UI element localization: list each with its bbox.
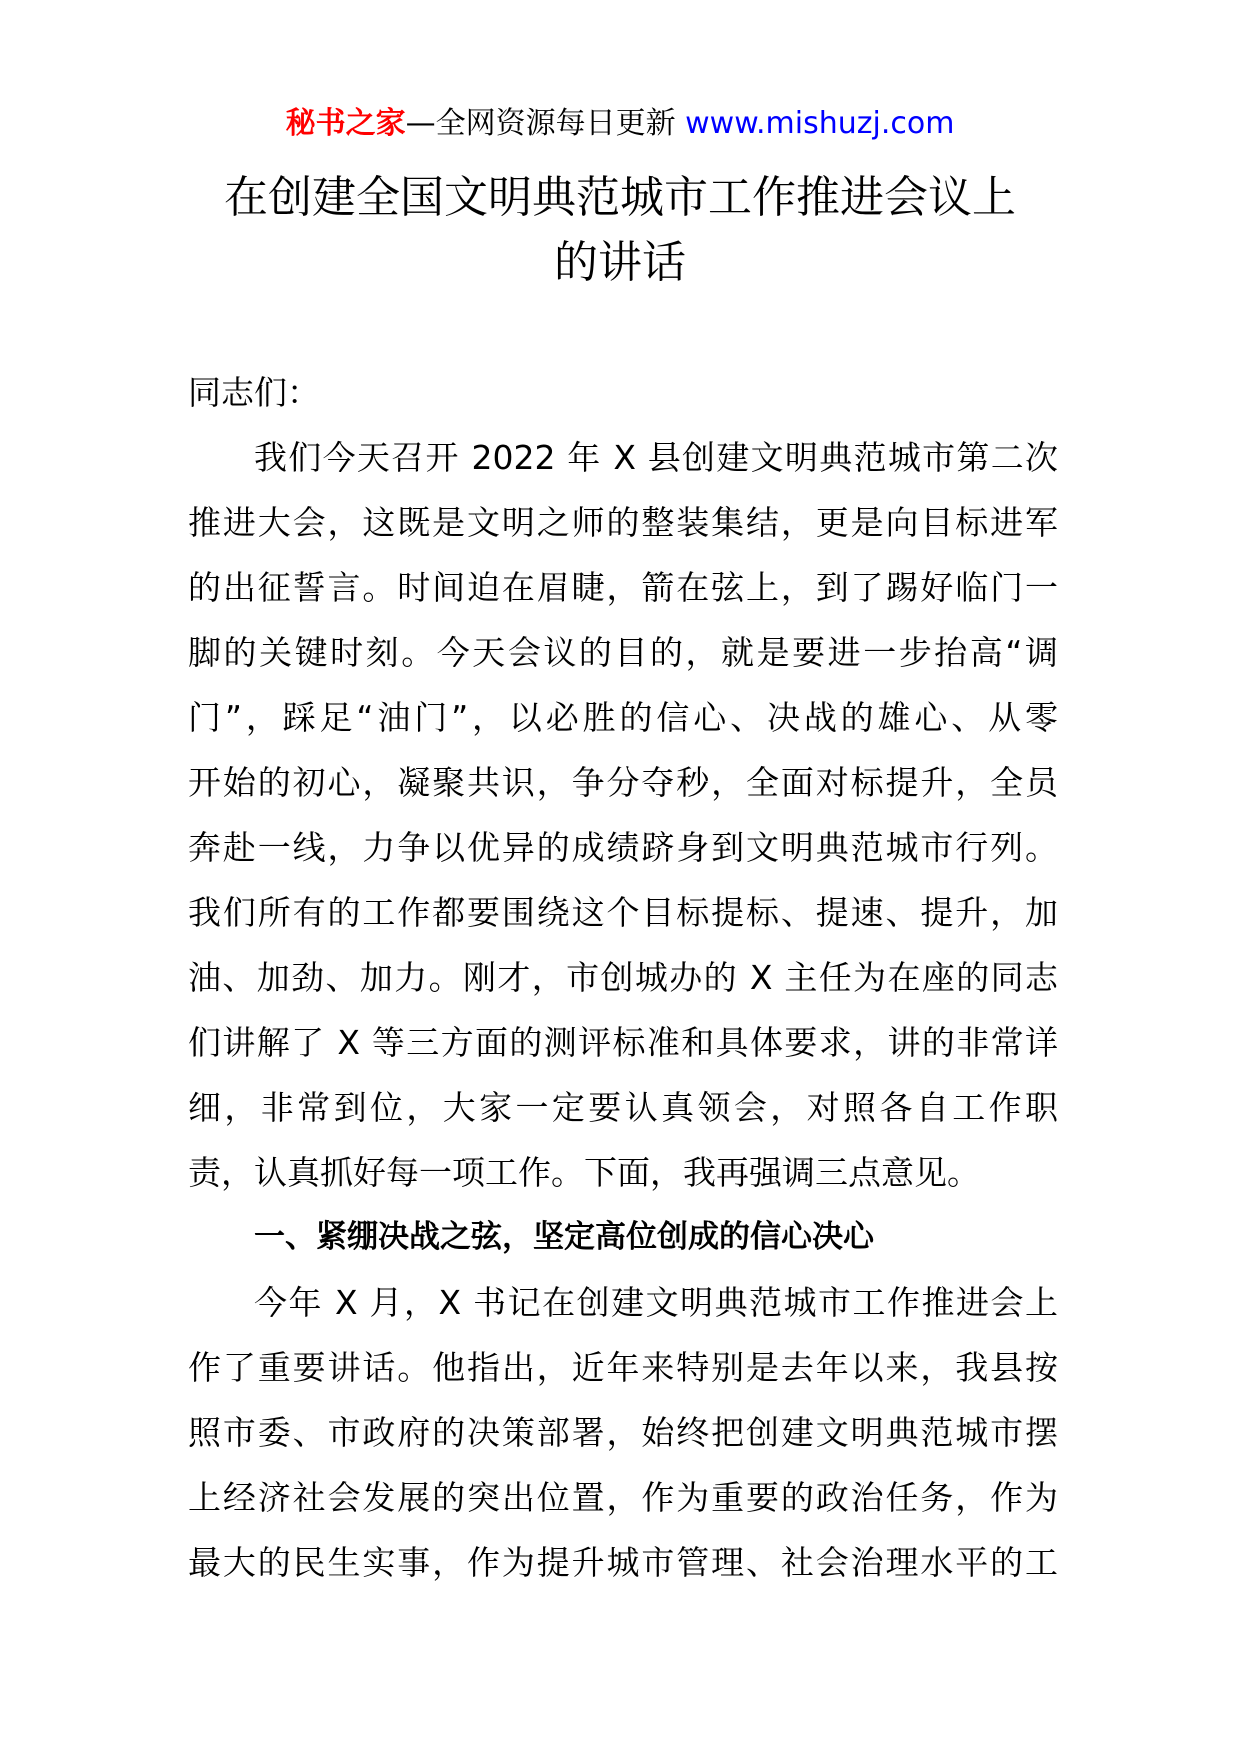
salutation: 同志们： xyxy=(188,373,320,412)
website-link[interactable]: www.mishuzj.com xyxy=(685,106,955,141)
paragraph-line: 门”，踩足“油门”，以必胜的信心、决战的雄心、从零 xyxy=(188,698,1058,737)
brand-name: 秘书之家 xyxy=(285,106,406,141)
paragraph-2 xyxy=(188,1270,1058,1595)
paragraph-line: 最大的民生实事，作为提升城市管理、社会治理水平的工 xyxy=(188,1543,1058,1582)
site-banner xyxy=(0,102,1240,146)
title-line-1: 在创建全国文明典范城市工作推进会议上 xyxy=(224,172,1016,223)
paragraph-line: 细，非常到位，大家一定要认真领会，对照各自工作职 xyxy=(188,1088,1058,1127)
paragraph-line: 责，认真抓好每一项工作。下面，我再强调三点意见。 xyxy=(188,1153,980,1192)
title-line-2: 的讲话 xyxy=(554,237,686,288)
paragraph-line: 们讲解了 X 等三方面的测评标准和具体要求，讲的非常详 xyxy=(188,1023,1058,1062)
paragraph-line: 上经济社会发展的突出位置，作为重要的政治任务，作为 xyxy=(188,1478,1058,1517)
paragraph-line: 的出征誓言。时间迫在眉睫，箭在弦上，到了踢好临门一 xyxy=(188,568,1058,607)
paragraph-line: 我们今天召开 2022 年 X 县创建文明典范城市第二次 xyxy=(254,438,1058,477)
section-heading-1: 一、紧绷决战之弦，坚定高位创成的信心决心 xyxy=(254,1219,874,1255)
banner-tagline: —全网资源每日更新 xyxy=(405,106,686,141)
document-title xyxy=(190,165,1050,295)
paragraph-line: 我们所有的工作都要围绕这个目标提标、提速、提升，加 xyxy=(188,893,1058,932)
paragraph-line: 油、加劲、加力。刚才，市创城办的 X 主任为在座的同志 xyxy=(188,958,1058,997)
paragraph-line: 作了重要讲话。他指出，近年来特别是去年以来，我县按 xyxy=(188,1348,1058,1387)
paragraph-line: 奔赴一线，力争以优异的成绩跻身到文明典范城市行列。 xyxy=(188,828,1058,867)
paragraph-line: 今年 X 月，X 书记在创建文明典范城市工作推进会上 xyxy=(254,1283,1058,1322)
paragraph-line: 脚的关键时刻。今天会议的目的，就是要进一步抬高“调 xyxy=(188,633,1058,672)
paragraph-1 xyxy=(188,425,1058,1205)
paragraph-line: 推进大会，这既是文明之师的整装集结，更是向目标进军 xyxy=(188,503,1058,542)
paragraph-line: 照市委、市政府的决策部署，始终把创建文明典范城市摆 xyxy=(188,1413,1058,1452)
speech-body xyxy=(188,360,1058,1595)
paragraph-line: 开始的初心，凝聚共识，争分夺秒，全面对标提升，全员 xyxy=(188,763,1058,802)
